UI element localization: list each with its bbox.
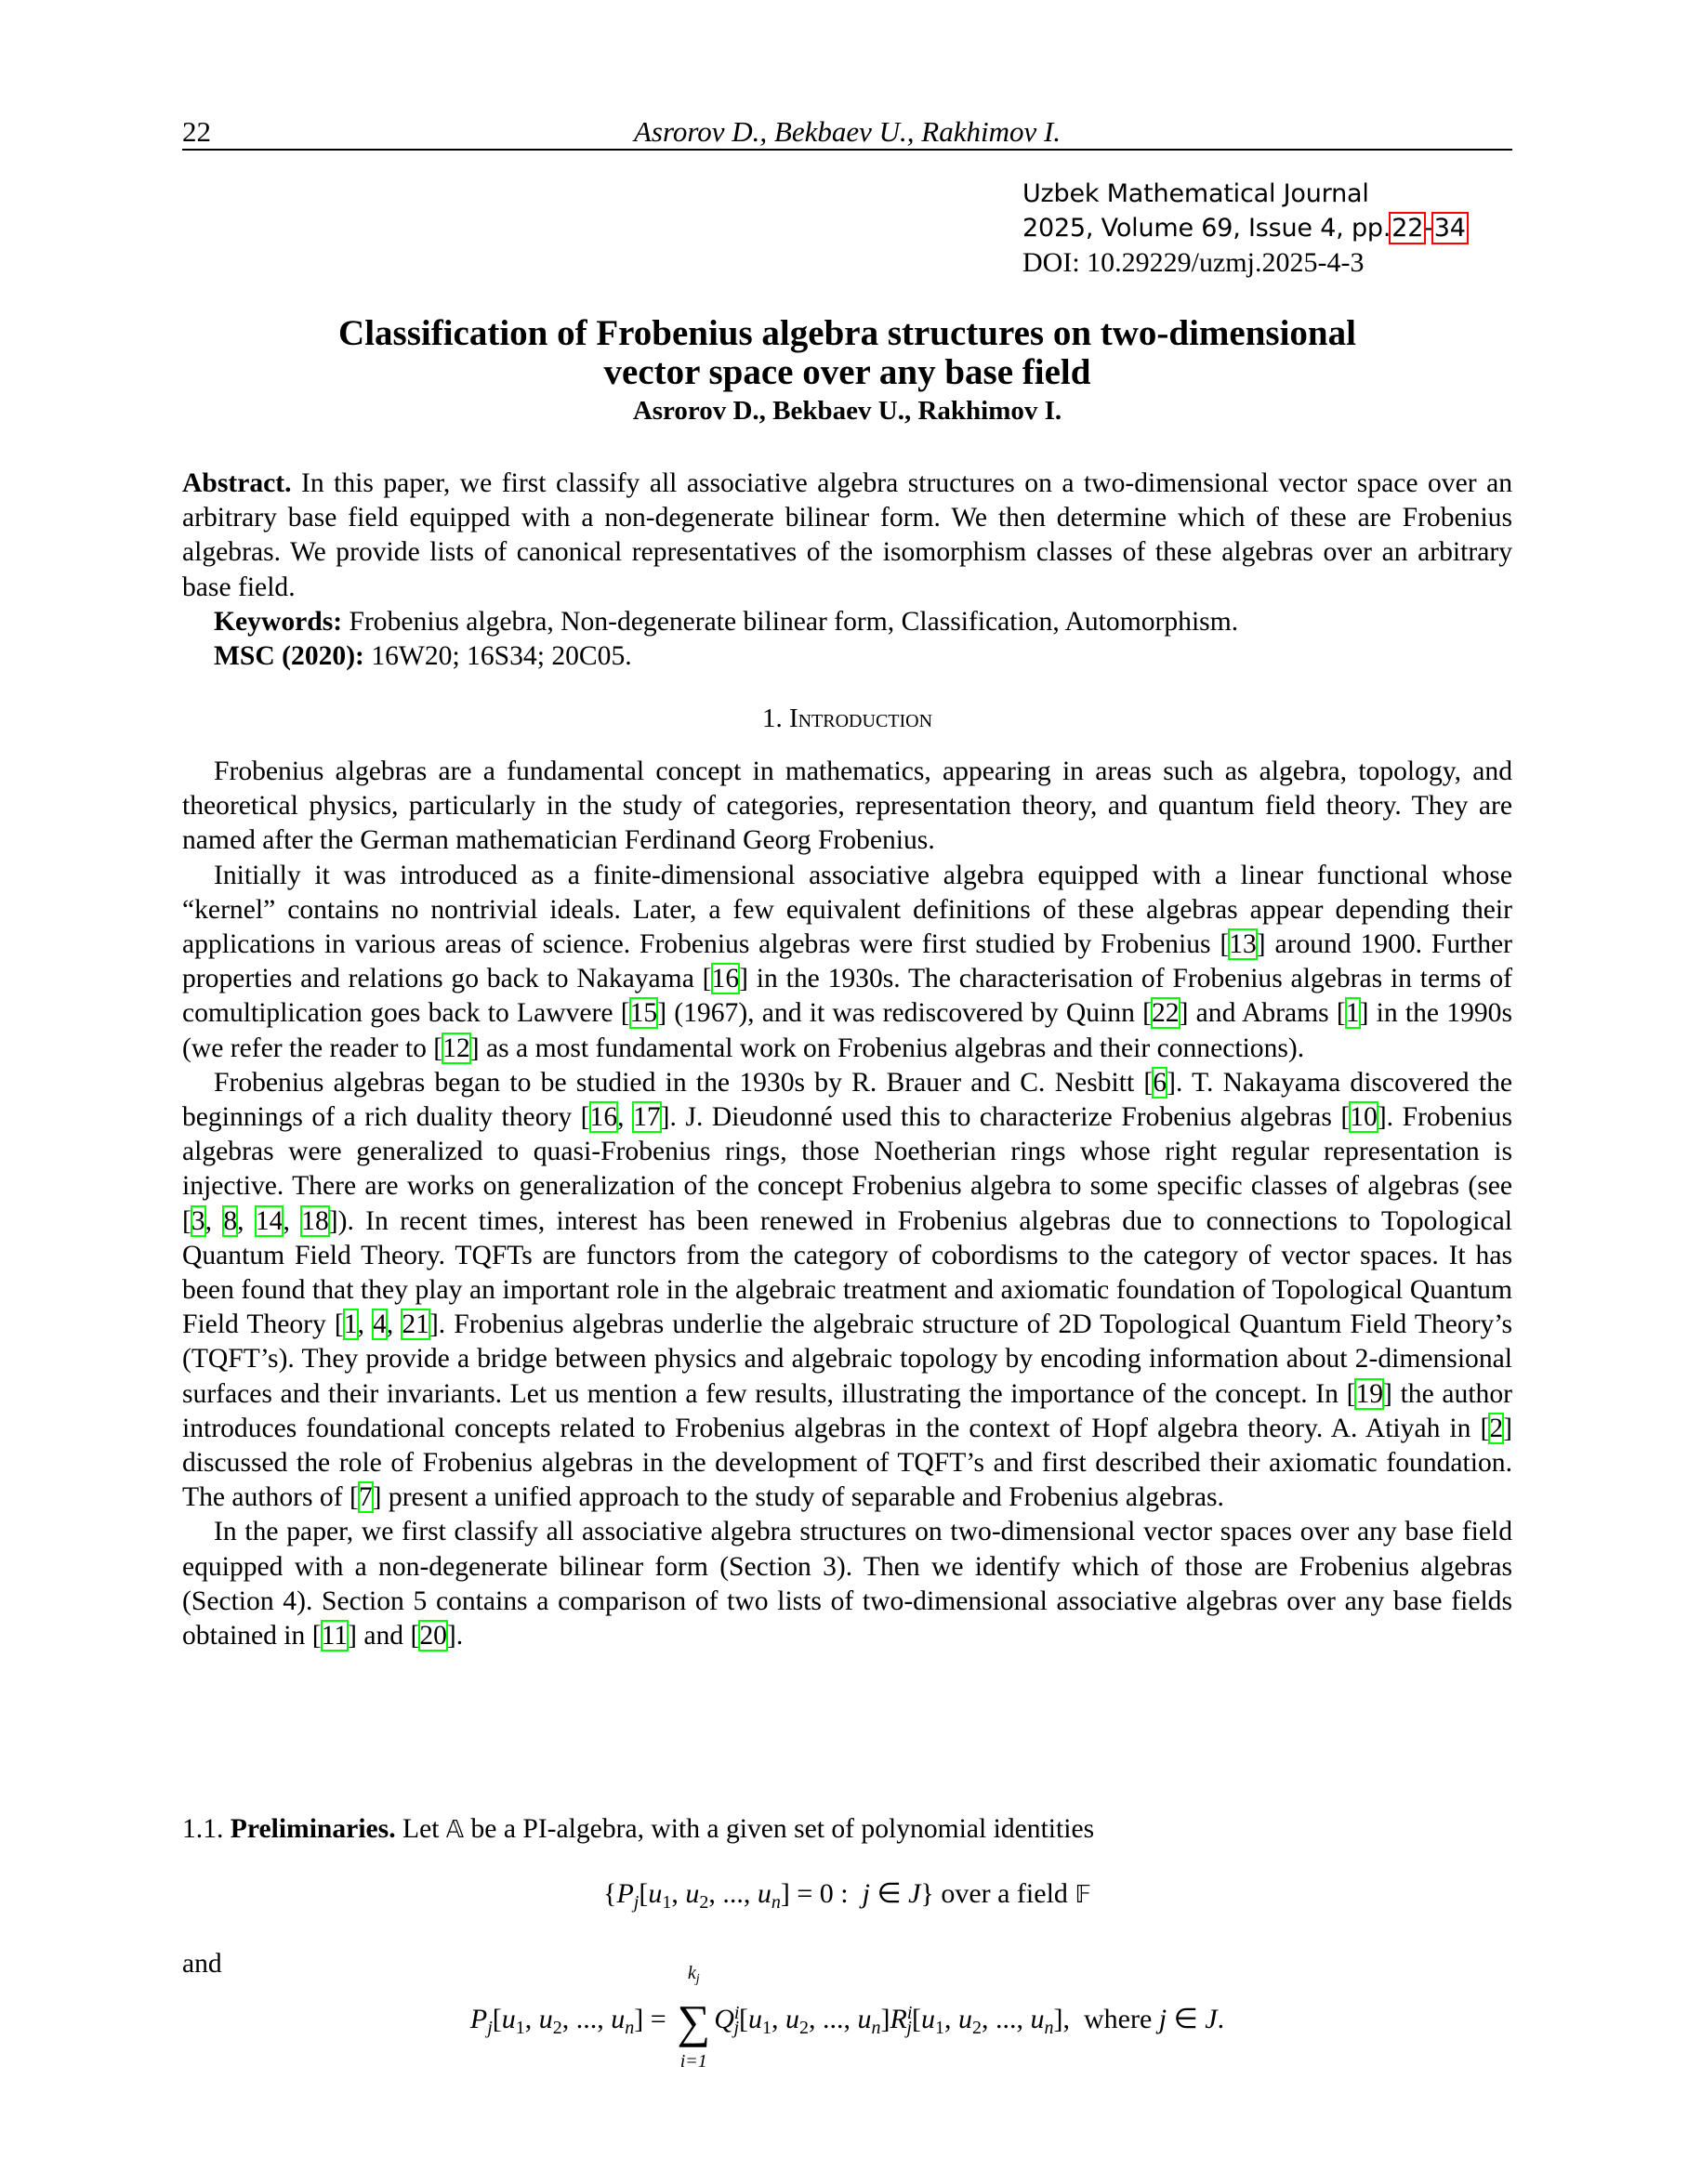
header-rule <box>182 149 1512 151</box>
preliminaries-intro <box>182 1812 1512 1848</box>
paper-authors: Asrorov D., Bekbaev U., Rakhimov I. <box>632 396 1062 426</box>
abstract-label: Abstract. <box>182 468 292 498</box>
section-number: 1. <box>761 704 789 733</box>
page-start-link[interactable]: 22 <box>1391 214 1424 243</box>
equation-decomposition: $P_j[u_1$, $u_2$, ..., $u_n$] = $k_j$ ∑ i=1 $Q^i_j[u_1$, $u_2$, ..., $u_n]R^i_j[u_1$, $u_2$, ..., $u_n$], where j ∈ J. <box>469 1963 1225 2072</box>
and-line <box>182 1947 1512 1981</box>
text-run: ] around 1900. Further properties and relations go back to Nakayama [ <box>182 929 1513 994</box>
text-run: , <box>357 1309 374 1340</box>
paragraph <box>182 1515 1512 1653</box>
citation-link[interactable]: 1 <box>1345 998 1360 1029</box>
citation-link[interactable]: 21 <box>402 1309 429 1340</box>
introduction-body <box>182 755 1512 1653</box>
citation-link[interactable]: 12 <box>442 1033 470 1063</box>
text-run: ] present a unified approach to the study of separable and Frobenius algebras. <box>372 1482 1224 1513</box>
equation-identities: {$P_j[u_1$, $u_2$, ..., $u_n] = 0$ : j ∈ J} over a field 𝔽 <box>603 1878 1091 1913</box>
citation-link[interactable]: 13 <box>1229 929 1257 960</box>
section-heading <box>182 704 1512 734</box>
citation-link[interactable]: 6 <box>1153 1067 1167 1098</box>
text-run: ] the author introduces foundational concepts related to Frobenius algebras in the context of Hopf algebra theory. A. Atiyah in [ <box>182 1378 1512 1443</box>
msc <box>182 639 1512 674</box>
preliminaries <box>182 1812 1512 1848</box>
journal-issue <box>1022 211 1467 245</box>
citation-link[interactable]: 4 <box>373 1309 387 1340</box>
citation-link[interactable]: 16 <box>589 1102 618 1133</box>
text-run: , <box>204 1205 224 1236</box>
abstract <box>182 467 1512 605</box>
doi: DOI: 10.29229/uzmj.2025-4-3 <box>1022 247 1365 278</box>
msc-label: MSC (2020): <box>214 641 364 672</box>
citation-link[interactable]: 1 <box>343 1309 358 1340</box>
citation-link[interactable]: 3 <box>191 1205 205 1236</box>
text-run: ] and [ <box>348 1621 420 1651</box>
field-symbol: 𝔽 <box>1075 1881 1091 1909</box>
where-text: where <box>1083 2003 1153 2034</box>
text-run: Let <box>395 1814 446 1844</box>
text-run: In the paper, we first classify all associative algebra structures on two-dimensional vector spaces over any base field equipped with a non-degenerate bilinear form (Section 3). Then we identify which of those are Frobenius algebras (Section 4). Section 5 contains a comparison of two lists of two-dimensional associative algebras over any base fields obtained in [ <box>182 1517 1512 1651</box>
page-separator: - <box>1424 214 1433 243</box>
citation-link[interactable]: 18 <box>301 1205 329 1236</box>
keywords-text: Frobenius algebra, Non-degenerate bilinear form, Classification, Automorphism. <box>342 606 1239 637</box>
abstract-block <box>182 467 1512 674</box>
keywords <box>182 605 1512 639</box>
paragraph <box>182 1066 1512 1516</box>
text-run: ] discussed the role of Frobenius algebras in the development of TQFT’s and first described their axiomatic foundation. The authors of [ <box>182 1413 1512 1513</box>
text-run: , <box>237 1205 256 1236</box>
citation-link[interactable]: 10 <box>1350 1102 1378 1133</box>
text-run: ] and Abrams [ <box>1179 998 1346 1029</box>
citation-link[interactable]: 22 <box>1151 998 1180 1029</box>
title-line-1: Classification of Frobenius algebra structures on two-dimensional <box>338 313 1356 353</box>
citation-link[interactable]: 14 <box>255 1205 284 1236</box>
issue-text: 2025, Volume 69, Issue 4, pp. <box>1022 214 1391 243</box>
text-run: be a PI-algebra, with a given set of polynomial identities <box>464 1814 1095 1844</box>
citation-link[interactable]: 19 <box>1355 1378 1384 1409</box>
citation-link[interactable]: 7 <box>358 1482 373 1513</box>
algebra-symbol: 𝔸 <box>445 1816 465 1844</box>
text-run: Frobenius algebras began to be studied in the 1930s by R. Brauer and C. Nesbitt [ <box>214 1067 1154 1098</box>
citation-link[interactable]: 8 <box>223 1205 238 1236</box>
page-number: 22 <box>182 115 211 148</box>
text-run: , <box>283 1205 302 1236</box>
abstract-text: In this paper, we first classify all associative algebra structures on a two-dimensional vector space over an arbitrary base field equipped with a non-degenerate bilinear form. We then determine which of these are Frobenius algebras. We provide lists of canonical representatives of the isomorphism classes of these algebras over an arbitrary base field. <box>182 468 1512 602</box>
text-run: ] (1967), and it was rediscovered by Quinn [ <box>657 998 1152 1029</box>
title-line-2: vector space over any base field <box>603 352 1091 392</box>
citation-link[interactable]: 15 <box>629 998 658 1029</box>
subsection-number: 1.1. <box>182 1814 231 1844</box>
text-run: ] in the 1990s (we refer the reader to [ <box>182 998 1512 1063</box>
citation-link[interactable]: 2 <box>1489 1413 1504 1443</box>
citation-link[interactable]: 17 <box>633 1102 661 1133</box>
eq1-text: over a field <box>941 1878 1068 1909</box>
journal-info <box>1022 177 1467 280</box>
text-run: ]. Frobenius algebras were generalized to quasi-Frobenius rings, those Noetherian rings whose right regular representation is injective. There are works on generalization of the concept Frobenius algebra to some specific classes of algebras (see [ <box>182 1102 1512 1236</box>
text-run: ]). In recent times, interest has been renewed in Frobenius algebras due to connections to Topological Quantum Field Theory. TQFTs are functors from the category of cobordisms to the category of vector spaces. It has been found that they play an important role in the algebraic treatment and axiomatic foundation of Topological Quantum Field Theory [ <box>182 1205 1512 1340</box>
citation-link[interactable]: 11 <box>321 1621 349 1651</box>
text-run: ] as a most fundamental work on Frobenius algebras and their connections). <box>469 1033 1305 1063</box>
and-text: and <box>182 1949 222 1979</box>
subsection-title: Preliminaries. <box>230 1814 396 1844</box>
text-run: Initially it was introduced as a finite-dimensional associative algebra equipped with a linear functional whose “kernel” contains no nontrivial ideals. Later, a few equivalent definitions of these algebras appear depending their applications in various areas of science. Frobenius algebras were first studied by Frobenius [ <box>182 860 1512 960</box>
citation-link[interactable]: 16 <box>711 964 740 994</box>
section-title: Introduction <box>788 704 933 733</box>
text-run: ]. Frobenius algebras underlie the algebraic structure of 2D Topological Quantum Field Theory’s (TQFT’s). They provide a bridge between physics and algebraic topology by encoding information about 2-dimensional surfaces and their invariants. Let us mention a few results, illustrating the importance of the concept. In [ <box>182 1309 1513 1409</box>
paragraph: Frobenius algebras are a fundamental concept in mathematics, appearing in areas such as algebra, topology, and theoretical physics, particularly in the study of categories, representation theory, and quantum field theory. They are named after the German mathematician Ferdinand Georg Frobenius. <box>182 757 1512 856</box>
citation-link[interactable]: 20 <box>419 1621 447 1651</box>
paragraph <box>182 859 1512 1066</box>
keywords-label: Keywords: <box>214 606 343 637</box>
text-run: ]. <box>446 1621 464 1651</box>
page-end-link[interactable]: 34 <box>1433 214 1466 243</box>
text-run: ]. T. Nakayama discovered the beginnings of a rich duality theory [ <box>182 1067 1512 1133</box>
journal-name: Uzbek Mathematical Journal <box>1022 179 1369 208</box>
text-run: ] in the 1930s. The characterisation of Frobenius algebras in terms of comultiplication goes back to Lawvere [ <box>182 964 1513 1029</box>
msc-text: 16W20; 16S34; 20C05. <box>363 641 632 672</box>
text-run: , <box>617 1102 634 1133</box>
text-run: ]. J. Dieudonné used this to characterize Frobenius algebras [ <box>660 1102 1351 1133</box>
running-authors: Asrorov D., Bekbaev U., Rakhimov I. <box>633 115 1062 148</box>
summation-symbol: $k_j$ ∑ i=1 <box>677 1963 711 2072</box>
text-run: , <box>386 1309 402 1340</box>
running-header <box>182 112 1512 149</box>
paper-title <box>182 314 1512 392</box>
